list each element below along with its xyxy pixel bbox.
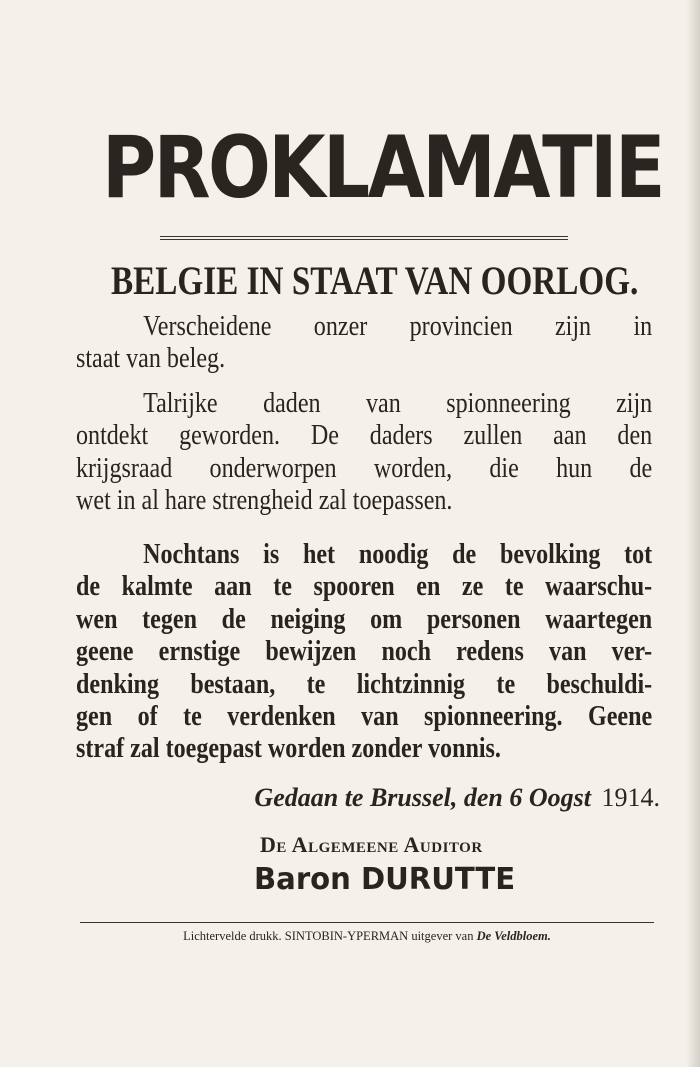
paragraph-3-line: gen of te verdenken van spionneering. Geene: [76, 701, 653, 733]
place-date-text: Gedaan te Brussel, den 6 Oogst: [254, 783, 591, 812]
signatory-name: Baron DURUTTE: [254, 862, 516, 897]
paragraph-1-line: Verscheidene onzer provincien zijn in: [143, 311, 653, 342]
title-divider: [160, 236, 568, 240]
paragraph-3-line: de kalmte aan te spooren en ze te waarschu-: [76, 571, 653, 603]
paragraph-3-line: wen tegen de neiging om personen waartegen: [76, 603, 653, 635]
paragraph-3-line: denking bestaan, te lichtzinnig te beschuldi-: [76, 668, 653, 700]
page-edge-shadow: [686, 0, 700, 1067]
paragraph-3-line: straf zal toegepast worden zonder vonnis.: [76, 733, 501, 765]
paragraph-2-line: ontdekt geworden. De daders zullen aan den: [76, 420, 653, 452]
paragraph-2-line: wet in al hare strengheid zal toepassen.: [76, 485, 453, 517]
poster-title: PROKLAMATIE: [102, 118, 663, 218]
poster-subtitle: BELGIE IN STAAT VAN OORLOG.: [111, 258, 639, 303]
place-and-date: [60, 781, 660, 815]
printer-imprint: [80, 926, 654, 946]
printer-text: Lichtervelde drukk. SINTOBIN-YPERMAN uitgever van: [183, 929, 474, 943]
auditor-title: De Algemeene Auditor: [260, 832, 483, 857]
paragraph-1-line: staat van beleg.: [76, 343, 226, 375]
paragraph-2: [76, 388, 652, 518]
publication-name: De Veldbloem.: [476, 929, 551, 943]
year-text: 1914.: [601, 783, 660, 812]
paragraph-3-line: Nochtans is het noodig de bevolking tot: [143, 539, 653, 570]
paragraph-1: [76, 311, 652, 376]
paragraph-2-line: krijgsraad onderworpen worden, die hun de: [76, 452, 653, 484]
paragraph-3-line: geene ernstige bewijzen noch redens van ver-: [76, 636, 653, 668]
imprint-divider: [80, 922, 654, 923]
paragraph-2-line: Talrijke daden van spionneering zijn: [143, 388, 653, 419]
paragraph-3: [76, 539, 652, 766]
